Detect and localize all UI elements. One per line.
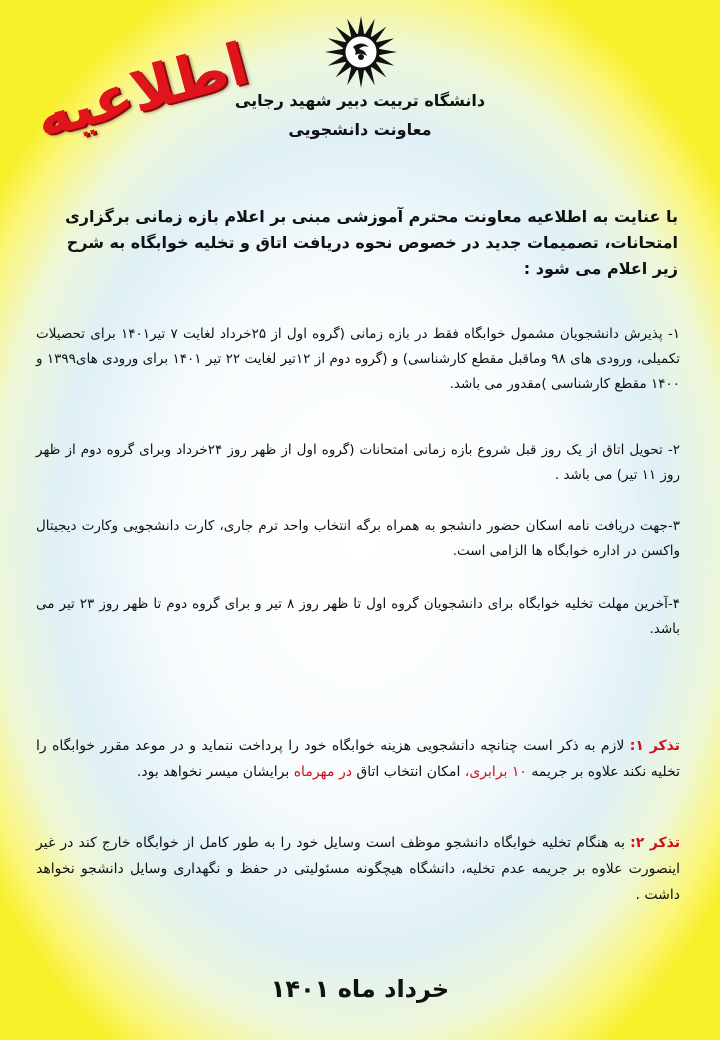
reminder-note-1 (36, 733, 680, 785)
note-text: برایشان میسر نخواهد بود. (136, 764, 294, 780)
note-label: تذکر ۱: (629, 738, 680, 754)
university-star-logo-icon (323, 14, 399, 90)
note-text: امکان انتخاب اتاق (351, 764, 465, 780)
note-text: به هنگام تخلیه خوابگاه دانشجو موظف است وسایل خود را به طور کامل از خوابگاه خارج کند در غیر اینصورت علاوه بر جریمه عدم تخلیه، دانشگاه هیچگونه مسئولیتی در حفظ و نگهداری وسایل دانشجو نخواهد داشت . (36, 835, 680, 903)
notice-item: ۴-آخرین مهلت تخلیه خوابگاه برای دانشجویان گروه اول تا ظهر روز ۸ تیر و برای گروه دوم تا ظهر روز ۲۳ تیر می باشد. (36, 596, 680, 637)
reminder-note-2 (36, 830, 680, 908)
note-highlight: در مهرماه (293, 764, 352, 780)
note-highlight: ۱۰ برابری، (464, 764, 527, 780)
university-name: دانشگاه تربیت دبیر شهید رجایی (234, 91, 486, 110)
announcement-stamp: اطلاعیه (27, 29, 256, 152)
footer-date: خرداد ماه ۱۴۰۱ (270, 975, 450, 1003)
intro-paragraph: با عنایت به اطلاعیه معاونت محترم آموزشی مبنی بر اعلام بازه زمانی برگزاری امتحانات، تصمیمات جدید در خصوص نحوه دریافت اتاق و تخلیه خوابگاه به شرح زیر اعلام می شود : (65, 207, 678, 278)
department-name: معاونت دانشجویی (288, 120, 432, 139)
notice-item: ۲- تحویل اتاق از یک روز قبل شروع بازه زمانی امتحانات (گروه اول از ظهر روز ۲۴خرداد وبرای گروه دوم از ظهر روز ۱۱ تیر) می باشد . (36, 442, 680, 483)
note-text: لازم به ذکر است چنانچه دانشجویی هزینه خوابگاه خود را پرداخت ننماید و در موعد مقرر خوابگاه را تخلیه نکند علاوه بر جریمه (36, 738, 680, 780)
notice-item: ۳-جهت دریافت نامه اسکان حضور دانشجو به همراه برگه انتخاب واحد ترم جاری، کارت دانشجویی وکارت دیجیتال واکسن در اداره خوابگاه ها الزامی است. (36, 518, 680, 559)
note-label: تذکر ۲: (630, 835, 680, 851)
notice-item: ۱- پذیرش دانشجویان مشمول خوابگاه فقط در بازه زمانی (گروه اول از ۲۵خرداد لغایت ۷ تیر۱۴۰۱ برای تحصیلات تکمیلی، ورودی های ۹۸ وماقبل مقطع کارشناسی) و (گروه دوم از ۱۲تیر لغایت ۲۲ تیر ۱۴۰۱ برای ورودی های۱۳۹۹ و ۱۴۰۰ مقطع کارشناسی )مقدور می باشد. (36, 326, 681, 392)
